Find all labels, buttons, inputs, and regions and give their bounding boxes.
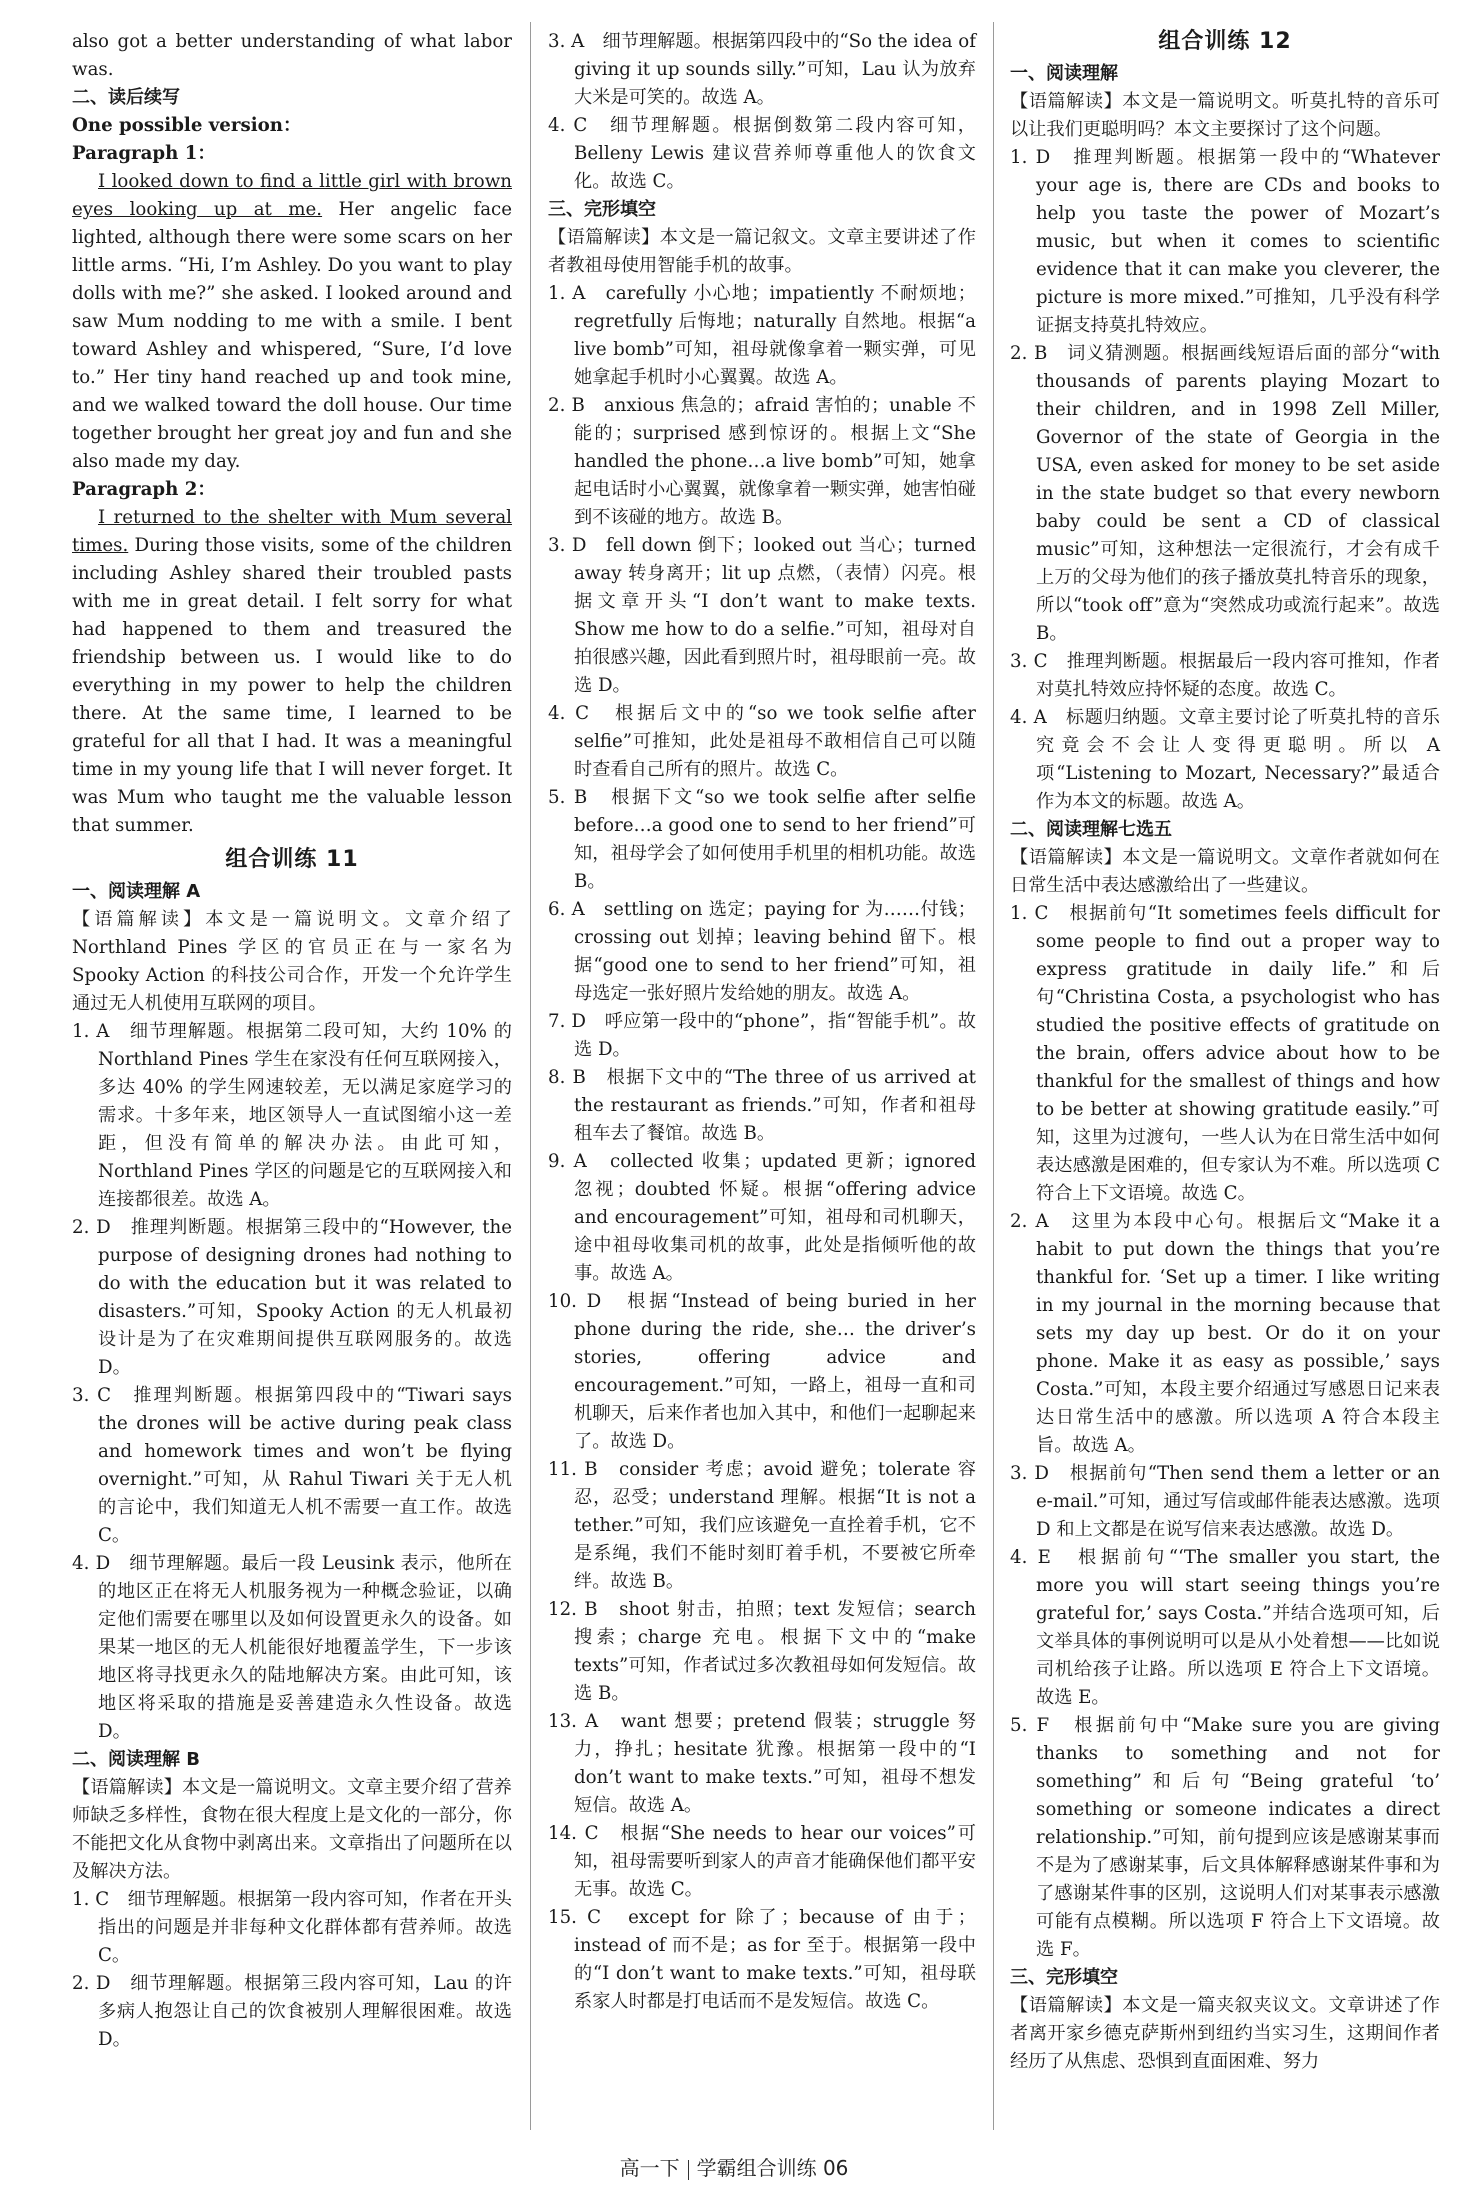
possible-version-label: One possible version： (72, 115, 302, 136)
answer-item: 8. B 根据下文中的“The three of us arrived at the restaurant as friends.”可知，作者和祖母租车去了餐馆。故选 B。 (548, 1067, 976, 1144)
answer-item: 4. C 根据后文中的“so we took selfie after selfie”可推知，此处是祖母不敢相信自己可以随时查看自己所有的照片。故选 C。 (548, 703, 976, 780)
answer-item: 2. A 这里为本段中心句。根据后文“Make it a habit to put down the things that you’re thankful for. ‘Set up a timer. I like writing in my journal in the morning because that sets my day up best. Or do it on your phone. Make it as easy as possible,’ says Costa.”可知，本段主要介绍通过写感恩日记来表达日常生活中的感激。所以选项 A 符合本段主旨。故选 A。 (1010, 1211, 1440, 1456)
answer-item: 2. B anxious 焦急的；afraid 害怕的；unable 不能的；surprised 感到惊讶的。根据上文“She handled the phone…a live bomb”可知，她拿起电话时小心翼翼，就像拿着一颗实弹，她害怕碰到不该碰的地方。故选 B。 (548, 395, 976, 528)
page-footer (0, 2152, 1468, 2181)
answer-item: 1. C 根据前句“It sometimes feels difficult for some people to find out a proper way to express gratitude in daily life.”和后句“Christina Costa, a psychologist who has studied the positive effects of gratitude on the brain, offers advice about how to be thankful for the smallest of things and how to be better at showing gratitude easily.”可知，这里为过渡句，一些人认为在日常生活中如何表达感激是困难的，但专家认为不难。所以选项 C 符合上下文语境。故选 C。 (1010, 903, 1440, 1204)
answer-item: 5. F 根据前句中“Make sure you are giving thanks to something and not for something”和后句“Being grateful ‘to’ something or someone indicates a direct relationship.”可知，前句提到应该是感谢某事而不是为了感谢某事，后文具体解释感谢某件事和为了感谢某件事的区别，这说明人们对某事表示感激可能有点模糊。所以选项 F 符合上下文语境。故选 F。 (1010, 1715, 1440, 1960)
paragraph-1-body: Her angelic face lighted, although there were some scars on her little arms. “Hi, I’m Ashley. Do you want to play dolls with me?” she asked. I looked around and saw Mum nodding to me with a smile. I bent toward Ashley and whispered, “Sure, I’d love to.” Her tiny hand reached up and took mine, and we walked toward the doll house. Our time together brought her great joy and fun and she also made my day. (72, 199, 512, 472)
footer-separator (688, 2160, 689, 2180)
column-left (72, 28, 512, 2054)
paragraph-1-label: Paragraph 1： (72, 143, 216, 164)
paragraph-2-label: Paragraph 2： (72, 479, 216, 500)
paragraph-2-body: During those visits, some of the children including Ashley shared their troubled pasts with me in great detail. I felt sorry for what had happened to them and treasured the friendship between us. I would like to do everything in my power to help the children there. At the same time, I learned to be grateful for all that I had. It was a meaningful time in my young life that I will never forget. It was Mum who taught me the valuable lesson that summer. (72, 535, 512, 836)
section-heading-seven-choose-five: 二、阅读理解七选五 (1010, 819, 1172, 840)
answer-item: 3. A 细节理解题。根据第四段中的“So the idea of giving it up sounds silly.”可知，Lau 认为放弃大米是可笑的。故选 A。 (548, 31, 976, 108)
paragraph-2 (72, 504, 512, 840)
answer-item: 4. E 根据前句“‘The smaller you start, the more you will start seeing things you’re grateful for,’ says Costa.”并结合选项可知，后文举具体的事例说明可以是从小处着想——比如说司机给孩子让路。所以选项 E 符合上下文语境。故选 E。 (1010, 1547, 1440, 1708)
section-heading-continuation-writing: 二、读后续写 (72, 87, 180, 108)
paragraph-1 (72, 168, 512, 476)
footer-grade: 高一下 (619, 2156, 680, 2180)
passage-analysis-reading: 【语篇解读】本文是一篇说明文。听莫扎特的音乐可以让我们更聪明吗？本文主要探讨了这个问题。 (1010, 91, 1440, 140)
passage-analysis-b: 【语篇解读】本文是一篇说明文。文章主要介绍了营养师缺乏多样性，食物在很大程度上是文化的一部分，你不能把文化从食物中剥离出来。文章指出了问题所在以及解决方法。 (72, 1777, 512, 1882)
answer-item: 3. D fell down 倒下；looked out 当心；turned away 转身离开；lit up 点燃，（表情）闪亮。根据文章开头“I don’t want to make texts. Show me how to do a selfie.”可知，祖母对自拍很感兴趣，因此看到照片时，祖母眼前一亮。故选 D。 (548, 535, 976, 696)
answer-item: 2. D 细节理解题。根据第三段内容可知，Lau 的许多病人抱怨让自己的饮食被别人理解很困难。故选 D。 (72, 1973, 512, 2050)
answer-item: 1. D 推理判断题。根据第一段中的“Whatever your age is, there are CDs and books to help you taste the power of Mozart’s music, but when it comes to scientific evidence that it can make you cleverer, the picture is more mixed.”可推知，几乎没有科学证据支持莫扎特效应。 (1010, 147, 1440, 336)
passage-analysis-a: 【语篇解读】本文是一篇说明文。文章介绍了 Northland Pines 学区的官员正在与一家名为 Spooky Action 的科技公司合作，开发一个允许学生通过无人机使用互联网的项目。 (72, 909, 512, 1014)
answer-item: 2. D 推理判断题。根据第三段中的“However, the purpose of designing drones had nothing to do with the education but it was related to disasters.”可知，Spooky Action 的无人机最初设计是为了在灾难期间提供互联网服务的。故选 D。 (72, 1217, 512, 1378)
answer-item: 11. B consider 考虑；avoid 避免；tolerate 容忍，忍受；understand 理解。根据“It is not a tether.”可知，我们应该避免一直拴着手机，它不是系绳，我们不能时刻盯着手机，不要被它所牵绊。故选 B。 (548, 1459, 976, 1592)
answer-item: 2. B 词义猜测题。根据画线短语后面的部分“with thousands of parents playing Mozart to their children, and in 1998 Zell Miller, Governor of the state of Georgia in the USA, even asked for money to be set aside in the state budget so that every newborn baby could be sent a CD of classical music”可知，这种想法一定很流行，才会有成千上万的父母为他们的孩子播放莫扎特音乐的现象，所以“took off”意为“突然成功或流行起来”。故选 B。 (1010, 343, 1440, 644)
passage-analysis-seven-five: 【语篇解读】本文是一篇说明文。文章作者就如何在日常生活中表达感激给出了一些建议。 (1010, 847, 1440, 896)
practice-title-11: 组合训练 11 (225, 847, 359, 872)
answer-item: 4. C 细节理解题。根据倒数第二段内容可知，Belleny Lewis 建议营养师尊重他人的饮食文化。故选 C。 (548, 115, 976, 192)
answer-item: 3. C 推理判断题。根据第四段中的“Tiwari says the drones will be active during peak class and homework times and won’t be flying overnight.”可知，从 Rahul Tiwari 关于无人机的言论中，我们知道无人机不需要一直工作。故选 C。 (72, 1385, 512, 1546)
answer-item: 1. A carefully 小心地；impatiently 不耐烦地；regretfully 后悔地；naturally 自然地。根据“a live bomb”可知，祖母就像拿着一颗实弹，可见她拿起手机时小心翼翼。故选 A。 (548, 283, 976, 388)
answer-item: 10. D 根据“Instead of being buried in her phone during the ride, she… the driver’s stories, offering advice and encouragement.”可知，一路上，祖母一直和司机聊天，后来作者也加入其中，和他们一起聊起来了。故选 D。 (548, 1291, 976, 1452)
column-right (1010, 28, 1440, 2076)
answer-item: 3. C 推理判断题。根据最后一段内容可推知，作者对莫扎特效应持怀疑的态度。故选 C。 (1010, 651, 1440, 700)
passage-analysis-cloze: 【语篇解读】本文是一篇记叙文。文章主要讲述了作者教祖母使用智能手机的故事。 (548, 227, 976, 276)
paragraph-1-given-sentence: I looked down to find a little girl with brown eyes looking up at me. (72, 171, 512, 220)
answer-item: 7. D 呼应第一段中的“phone”，指“智能手机”。故选 D。 (548, 1011, 976, 1060)
section-heading-reading-b: 二、阅读理解 B (72, 1749, 200, 1770)
page-number: 06 (822, 2156, 849, 2180)
answer-item: 15. C except for 除了；because of 由于；instead of 而不是；as for 至于。根据第一段中的“I don’t want to make texts.”可知，祖母联系家人时都是打电话而不是发短信。故选 C。 (548, 1907, 976, 2012)
footer-book-title: 学霸组合训练 (696, 2156, 817, 2180)
practice-title-12: 组合训练 12 (1158, 29, 1292, 54)
answer-item: 9. A collected 收集；updated 更新；ignored 忽视；doubted 怀疑。根据“offering advice and encouragement”可知，祖母和司机聊天，途中祖母收集司机的故事，此处是指倾听他的故事。故选 A。 (548, 1151, 976, 1284)
answer-item: 6. A settling on 选定；paying for 为……付钱；crossing out 划掉；leaving behind 留下。根据“good one to send to her friend”可知，祖母选定一张好照片发给她的朋友。故选 A。 (548, 899, 976, 1004)
paragraph-2-given-sentence: I returned to the shelter with Mum several times. (72, 507, 512, 556)
section-heading-cloze: 三、完形填空 (1010, 1967, 1118, 1988)
intro-line: also got a better understanding of what labor was. (72, 31, 512, 80)
section-heading-cloze: 三、完形填空 (548, 199, 656, 220)
passage-analysis-cloze: 【语篇解读】本文是一篇夹叙夹议文。文章讲述了作者离开家乡德克萨斯州到纽约当实习生，这期间作者经历了从焦虑、恐惧到直面困难、努力 (1010, 1995, 1440, 2072)
answer-item: 13. A want 想要；pretend 假装；struggle 努力，挣扎；hesitate 犹豫。根据第一段中的“I don’t want to make texts.”可知，祖母不想发短信。故选 A。 (548, 1711, 976, 1816)
section-heading-reading-a: 一、阅读理解 A (72, 881, 201, 902)
column-middle (548, 28, 976, 2016)
column-divider-right (993, 22, 994, 2130)
answer-item: 4. D 细节理解题。最后一段 Leusink 表示，他所在的地区正在将无人机服务视为一种概念验证，以确定他们需要在哪里以及如何设置更永久的设备。如果某一地区的无人机能很好地覆盖学生，下一步该地区将寻找更永久的陆地解决方案。由此可知，该地区将采取的措施是妥善建造永久性设备。故选 D。 (72, 1553, 512, 1742)
answer-item: 12. B shoot 射击，拍照；text 发短信；search 搜索；charge 充电。根据下文中的“make texts”可知，作者试过多次教祖母如何发短信。故选 B。 (548, 1599, 976, 1704)
answer-item: 5. B 根据下文“so we took selfie after selfie before…a good one to send to her friend”可知，祖母学会了如何使用手机里的相机功能。故选 B。 (548, 787, 976, 892)
answer-item: 3. D 根据前句“Then send them a letter or an e-mail.”可知，通过写信或邮件能表达感激。选项 D 和上文都是在说写信来表达感激。故选 D。 (1010, 1463, 1440, 1540)
answer-item: 1. C 细节理解题。根据第一段内容可知，作者在开头指出的问题是并非每种文化群体都有营养师。故选 C。 (72, 1889, 512, 1966)
answer-item: 1. A 细节理解题。根据第二段可知，大约 10% 的 Northland Pines 学生在家没有任何互联网接入，多达 40% 的学生网速较差，无以满足家庭学习的需求。十多年来，地区领导人一直试图缩小这一差距，但没有简单的解决办法。由此可知，Northland Pines 学区的问题是它的互联网接入和连接都很差。故选 A。 (72, 1021, 512, 1210)
answer-item: 4. A 标题归纳题。文章主要讨论了听莫扎特的音乐究竟会不会让人变得更聪明。所以 A 项“Listening to Mozart, Necessary?”最适合作为本文的标题。故选 A。 (1010, 707, 1440, 812)
section-heading-reading: 一、阅读理解 (1010, 63, 1118, 84)
column-divider-left (530, 22, 531, 2130)
answer-item: 14. C 根据“She needs to hear our voices”可知，祖母需要听到家人的声音才能确保他们都平安无事。故选 C。 (548, 1823, 976, 1900)
